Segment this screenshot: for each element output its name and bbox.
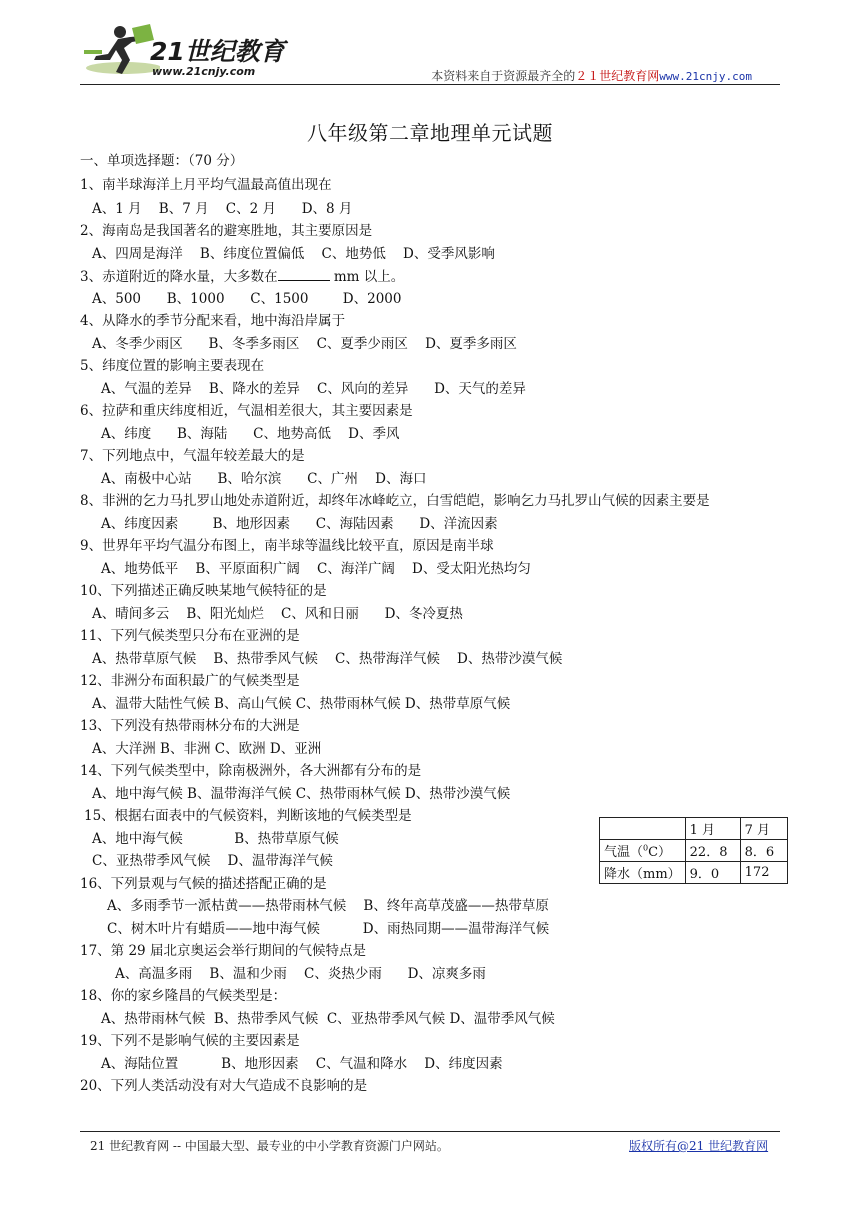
options-7: A、南极中心站 B、哈尔滨 C、广州 D、海口 [101, 471, 427, 487]
header-note-text: 本资料来自于资源最齐全的 [431, 69, 576, 83]
options-8: A、纬度因素 B、地形因素 C、海陆因素 D、洋流因素 [101, 516, 498, 532]
question-3-text: 3、赤道附近的降水量，大多数在 [80, 269, 278, 285]
header-divider [80, 84, 780, 85]
degree-sup: 0 [643, 843, 649, 853]
table-cell [600, 818, 686, 840]
table-row [600, 862, 788, 884]
options-15a: A、地中海气候 B、热带草原气候 [92, 831, 339, 847]
options-2: A、四周是海洋 B、纬度位置偏低 C、地势低 D、受季风影响 [92, 246, 495, 262]
table-cell: 9．0 [685, 862, 740, 884]
table-cell: 22．8 [685, 840, 740, 862]
header-url-link[interactable]: www.21cnjy.com [659, 70, 752, 83]
table-row [600, 840, 788, 862]
options-15b: C、亚热带季风气候 D、温带海洋气候 [92, 853, 333, 869]
question-14: 14、下列气候类型中，除南极洲外，各大洲都有分布的是 [80, 763, 422, 779]
question-4: 4、从降水的季节分配来看，地中海沿岸属于 [80, 313, 346, 329]
logo-title: 21世纪教育 [150, 37, 285, 66]
options-16b: C、树木叶片有蜡质——地中海气候 D、雨热同期——温带海洋气候 [107, 921, 550, 937]
table-cell: 172 [740, 862, 787, 884]
temp-label: 气温（ [604, 845, 644, 860]
table-cell: 7 月 [740, 818, 787, 840]
options-6: A、纬度 B、海陆 C、地势高低 D、季风 [101, 426, 400, 442]
footer-divider [80, 1131, 780, 1132]
header-note [431, 67, 752, 84]
question-7: 7、下列地点中，气温年较差最大的是 [80, 448, 305, 464]
options-5: A、气温的差异 B、降水的差异 C、风向的差异 D、天气的差异 [101, 381, 526, 397]
question-2: 2、海南岛是我国著名的避寒胜地，其主要原因是 [80, 223, 373, 239]
options-18: A、热带雨林气候 B、热带季风气候 C、亚热带季风气候 D、温带季风气候 [101, 1011, 555, 1027]
logo-url: www.21cnjy.com [152, 65, 256, 78]
question-20: 20、下列人类活动没有对大气造成不良影响的是 [80, 1078, 368, 1094]
question-16: 16、下列景观与气候的描述搭配正确的是 [80, 876, 327, 892]
table-cell [600, 840, 686, 862]
header-brand: ２１世纪教育网 [575, 69, 660, 83]
question-19: 19、下列不是影响气候的主要因素是 [80, 1033, 300, 1049]
options-13: A、大洋洲 B、非洲 C、欧洲 D、亚洲 [92, 741, 322, 757]
question-10: 10、下列描述正确反映某地气候特征的是 [80, 583, 327, 599]
climate-data-table [599, 817, 788, 884]
table-cell: 降水（mm） [600, 862, 686, 884]
options-10: A、晴间多云 B、阳光灿烂 C、风和日丽 D、冬冷夏热 [92, 606, 463, 622]
options-12: A、温带大陆性气候 B、高山气候 C、热带雨林气候 D、热带草原气候 [92, 696, 511, 712]
options-4: A、冬季少雨区 B、冬季多雨区 C、夏季少雨区 D、夏季多雨区 [92, 336, 517, 352]
copyright-link[interactable]: 版权所有@21 世纪教育网 [629, 1139, 769, 1153]
question-12: 12、非洲分布面积最广的气候类型是 [80, 673, 300, 689]
table-cell: 1 月 [685, 818, 740, 840]
options-1: A、1 月 B、7 月 C、2 月 D、8 月 [92, 201, 353, 217]
options-9: A、地势低平 B、平原面积广阔 C、海洋广阔 D、受太阳光热均匀 [101, 561, 531, 577]
page-header [80, 20, 780, 86]
question-15: 15、根据右面表中的气候资料，判断该地的气候类型是 [84, 808, 412, 824]
options-3: A、500 B、1000 C、1500 D、2000 [92, 291, 402, 307]
runner-logo-icon [80, 20, 160, 82]
answer-blank[interactable] [278, 267, 330, 281]
question-3-suffix: mm 以上。 [329, 269, 405, 285]
table-cell: 8．6 [740, 840, 787, 862]
question-6: 6、拉萨和重庆纬度相近，气温相差很大，其主要因素是 [80, 403, 413, 419]
section-heading: 一、单项选择题：（70 分） [80, 153, 244, 169]
question-13: 13、下列没有热带雨林分布的大洲是 [80, 718, 300, 734]
site-logo[interactable] [80, 20, 290, 82]
temp-unit: C） [648, 845, 672, 860]
question-9: 9、世界年平均气温分布图上，南半球等温线比较平直，原因是南半球 [80, 538, 494, 554]
table-row [600, 818, 788, 840]
options-19: A、海陆位置 B、地形因素 C、气温和降水 D、纬度因素 [101, 1056, 503, 1072]
question-3 [80, 267, 404, 286]
options-16a: A、多雨季节一派枯黄——热带雨林气候 B、终年高草茂盛——热带草原 [107, 898, 549, 914]
question-8: 8、非洲的乞力马扎罗山地处赤道附近，却终年冰峰屹立，白雪皑皑，影响乞力马扎罗山气候的因素主要是 [80, 493, 710, 509]
options-14: A、地中海气候 B、温带海洋气候 C、热带雨林气候 D、热带沙漠气候 [92, 786, 511, 802]
options-17: A、高温多雨 B、温和少雨 C、炎热少雨 D、凉爽多雨 [115, 966, 486, 982]
page-title: 八年级第二章地理单元试题 [307, 121, 553, 145]
question-17: 17、第 29 届北京奥运会举行期间的气候特点是 [80, 943, 366, 959]
options-11: A、热带草原气候 B、热带季风气候 C、热带海洋气候 D、热带沙漠气候 [92, 651, 563, 667]
footer-text: 21 世纪教育网 -- 中国最大型、最专业的中小学教育资源门户网站。 [90, 1139, 449, 1153]
question-1: 1、南半球海洋上月平均气温最高值出现在 [80, 177, 332, 193]
question-5: 5、纬度位置的影响主要表现在 [80, 358, 265, 374]
question-11: 11、下列气候类型只分布在亚洲的是 [80, 628, 300, 644]
question-18: 18、你的家乡隆昌的气候类型是： [80, 988, 287, 1004]
